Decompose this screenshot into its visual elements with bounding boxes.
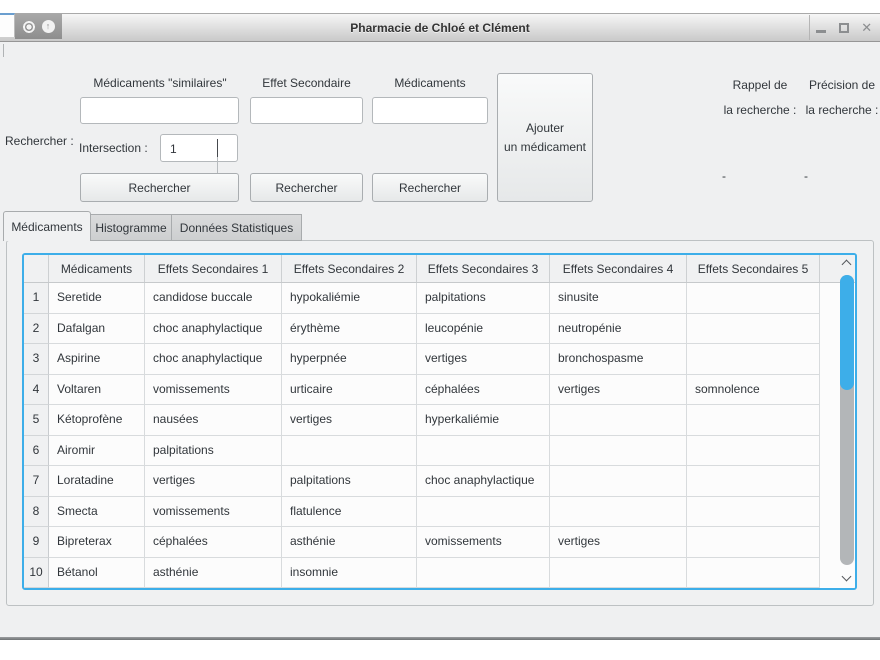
table-cell[interactable]: céphalées xyxy=(417,375,550,406)
table-header-row xyxy=(24,255,855,283)
table-cell[interactable]: céphalées xyxy=(145,527,282,558)
effet-secondaire-input[interactable] xyxy=(250,97,363,124)
table-cell[interactable] xyxy=(687,344,820,375)
table-cell[interactable]: Aspirine xyxy=(49,344,145,375)
table-cell[interactable]: vertiges xyxy=(550,527,687,558)
row-number: 4 xyxy=(24,375,49,406)
scroll-down-icon[interactable] xyxy=(842,572,851,581)
intersection-label: Intersection : xyxy=(79,141,148,155)
table-row[interactable] xyxy=(24,497,855,528)
table-row[interactable] xyxy=(24,375,855,406)
column-header[interactable]: Médicaments xyxy=(49,255,145,282)
minimize-icon xyxy=(816,30,826,33)
table-cell[interactable]: neutropénie xyxy=(550,314,687,345)
medicaments-table xyxy=(22,253,857,590)
table-cell[interactable]: somnolence xyxy=(687,375,820,406)
column-header[interactable]: Effets Secondaires 3 xyxy=(417,255,550,282)
table-cell[interactable]: vomissements xyxy=(145,375,282,406)
table-cell[interactable]: Smecta xyxy=(49,497,145,528)
tab-2[interactable]: Données Statistiques xyxy=(171,214,302,241)
table-cell[interactable] xyxy=(550,466,687,497)
table-cell[interactable]: flatulence xyxy=(282,497,417,528)
table-cell[interactable]: érythème xyxy=(282,314,417,345)
close-icon: ✕ xyxy=(861,20,873,35)
rechercher-medicaments-button[interactable]: Rechercher xyxy=(372,173,488,202)
precision-value: - xyxy=(804,169,808,183)
table-cell[interactable]: hyperpnée xyxy=(282,344,417,375)
table-cell[interactable] xyxy=(687,405,820,436)
window-bottom-edge xyxy=(0,637,880,640)
table-cell[interactable] xyxy=(550,436,687,467)
table-row[interactable] xyxy=(24,527,855,558)
table-cell[interactable] xyxy=(687,527,820,558)
table-cell[interactable]: Dafalgan xyxy=(49,314,145,345)
table-cell[interactable]: asthénie xyxy=(145,558,282,589)
rechercher-effet-button[interactable]: Rechercher xyxy=(250,173,363,202)
scrollbar-thumb[interactable] xyxy=(840,275,854,390)
row-number: 10 xyxy=(24,558,49,589)
table-cell[interactable] xyxy=(687,466,820,497)
table-cell[interactable] xyxy=(282,436,417,467)
rechercher-group-label: Rechercher : xyxy=(5,134,74,148)
row-number: 5 xyxy=(24,405,49,436)
row-number: 1 xyxy=(24,283,49,314)
table-cell[interactable]: choc anaphylactique xyxy=(145,344,282,375)
table-cell[interactable] xyxy=(550,497,687,528)
row-number: 7 xyxy=(24,466,49,497)
row-number: 6 xyxy=(24,436,49,467)
similaires-input[interactable] xyxy=(80,97,239,124)
table-body xyxy=(24,283,855,588)
similaires-label: Médicaments "similaires" xyxy=(93,76,227,90)
titlebar[interactable] xyxy=(0,13,880,42)
table-cell[interactable]: insomnie xyxy=(282,558,417,589)
ajouter-medicament-button[interactable] xyxy=(497,73,593,202)
row-number: 3 xyxy=(24,344,49,375)
tab-bar xyxy=(3,211,301,241)
add-button-line1: Ajouter xyxy=(525,120,565,135)
table-cell[interactable] xyxy=(550,558,687,589)
precision-label-line2: la recherche : xyxy=(805,103,879,117)
table-cell[interactable]: vertiges xyxy=(417,344,550,375)
rappel-metric xyxy=(719,78,801,183)
rappel-label-line2: la recherche : xyxy=(723,103,797,117)
table-cell[interactable]: Loratadine xyxy=(49,466,145,497)
table-cell[interactable]: hyperkaliémie xyxy=(417,405,550,436)
resize-tick-artifact xyxy=(3,44,4,57)
column-header[interactable]: Effets Secondaires 1 xyxy=(145,255,282,282)
table-cell[interactable]: candidose buccale xyxy=(145,283,282,314)
intersection-spinbox[interactable] xyxy=(160,134,238,162)
table-cell[interactable]: leucopénie xyxy=(417,314,550,345)
table-cell[interactable] xyxy=(417,558,550,589)
spin-up-icon[interactable] xyxy=(217,139,229,157)
table-cell[interactable]: Airomir xyxy=(49,436,145,467)
app-window xyxy=(0,13,880,640)
table-cell[interactable] xyxy=(687,314,820,345)
table-cell[interactable]: Voltaren xyxy=(49,375,145,406)
row-number: 2 xyxy=(24,314,49,345)
row-number: 9 xyxy=(24,527,49,558)
arrow-up-circle-icon[interactable]: ↑ xyxy=(42,20,55,33)
table-row[interactable] xyxy=(24,436,855,467)
table-cell[interactable]: Bétanol xyxy=(49,558,145,589)
table-cell[interactable]: Kétoprofène xyxy=(49,405,145,436)
tab-0[interactable]: Médicaments xyxy=(3,211,91,241)
tab-1[interactable]: Histogramme xyxy=(90,214,172,241)
table-cell[interactable]: nausées xyxy=(145,405,282,436)
table-cell[interactable]: palpitations xyxy=(282,466,417,497)
table-row[interactable] xyxy=(24,344,855,375)
table-cell[interactable]: vertiges xyxy=(550,375,687,406)
table-cell[interactable] xyxy=(687,436,820,467)
column-header[interactable]: Effets Secondaires 4 xyxy=(550,255,687,282)
table-cell[interactable]: palpitations xyxy=(145,436,282,467)
table-row[interactable] xyxy=(24,314,855,345)
intersection-value: 1 xyxy=(170,142,177,156)
maximize-button[interactable] xyxy=(836,20,852,36)
scrollbar-track[interactable] xyxy=(840,275,854,565)
table-row[interactable] xyxy=(24,283,855,314)
scroll-up-icon[interactable] xyxy=(842,259,851,268)
precision-label-line1: Précision de xyxy=(808,78,876,92)
rappel-label-line1: Rappel de xyxy=(732,78,788,92)
table-cell[interactable]: vomissements xyxy=(417,527,550,558)
table-cell[interactable]: palpitations xyxy=(417,283,550,314)
minimize-button[interactable] xyxy=(813,20,829,36)
vertical-scrollbar[interactable] xyxy=(838,255,855,588)
table-cell[interactable]: Bipreterax xyxy=(49,527,145,558)
effet-secondaire-label: Effet Secondaire xyxy=(262,76,351,90)
precision-metric xyxy=(801,78,880,183)
table-cell[interactable]: Seretide xyxy=(49,283,145,314)
table-cell[interactable] xyxy=(687,558,820,589)
table-cell[interactable] xyxy=(417,497,550,528)
table-cell[interactable]: asthénie xyxy=(282,527,417,558)
row-number: 8 xyxy=(24,497,49,528)
table-cell[interactable]: bronchospasme xyxy=(550,344,687,375)
window-title: Pharmacie de Chloé et Clément xyxy=(350,21,530,35)
column-header[interactable]: Effets Secondaires 2 xyxy=(282,255,417,282)
table-cell[interactable] xyxy=(417,436,550,467)
table-cell[interactable]: vertiges xyxy=(145,466,282,497)
table-cell[interactable]: urticaire xyxy=(282,375,417,406)
rechercher-similaires-button[interactable]: Rechercher xyxy=(80,173,239,202)
table-cell[interactable]: sinusite xyxy=(550,283,687,314)
table-cell[interactable] xyxy=(550,405,687,436)
column-header[interactable]: Effets Secondaires 5 xyxy=(687,255,820,282)
medicaments-input[interactable] xyxy=(372,97,488,124)
add-button-line2: un médicament xyxy=(503,139,587,154)
table-row[interactable] xyxy=(24,405,855,436)
close-button[interactable] xyxy=(859,20,875,36)
rappel-value: - xyxy=(722,169,726,183)
spinbox-arrows xyxy=(217,139,229,159)
medicaments-label: Médicaments xyxy=(394,76,466,90)
maximize-icon xyxy=(839,23,849,33)
table-cell[interactable]: choc anaphylactique xyxy=(145,314,282,345)
table-cell[interactable]: vomissements xyxy=(145,497,282,528)
table-cell[interactable] xyxy=(687,283,820,314)
window-controls xyxy=(810,14,878,41)
table-cell[interactable]: hypokaliémie xyxy=(282,283,417,314)
table-cell[interactable]: vertiges xyxy=(282,405,417,436)
table-row[interactable] xyxy=(24,558,855,589)
table-row[interactable] xyxy=(24,466,855,497)
corner-header-cell xyxy=(24,255,49,282)
table-cell[interactable] xyxy=(687,497,820,528)
table-cell[interactable]: choc anaphylactique xyxy=(417,466,550,497)
